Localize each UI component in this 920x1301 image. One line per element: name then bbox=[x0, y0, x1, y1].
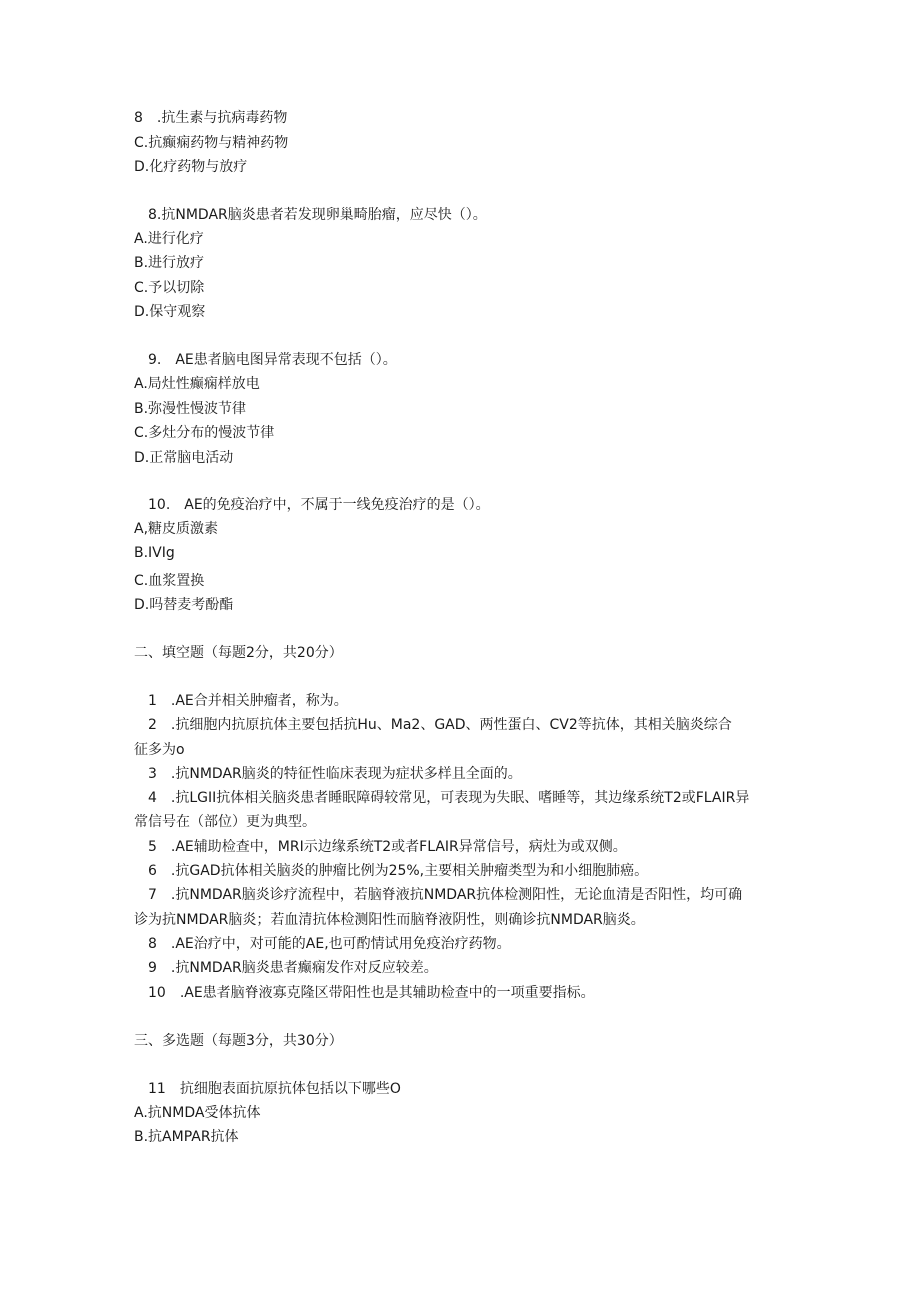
q10-stem: 10. AE的免疫治疗中，不属于一线免疫治疗的是（）。 bbox=[148, 497, 490, 513]
q7-option-c: C.抗癫痫药物与精神药物 bbox=[134, 135, 289, 151]
fill-line-10: 10 .AE患者脑脊液寡克隆区带阳性也是其辅助检查中的一项重要指标。 bbox=[148, 985, 595, 1001]
q10-option-d: D.吗替麦考酚酯 bbox=[134, 597, 234, 613]
fill-line-8: 8 .AE治疗中，对可能的AE,也可酌情试用免疫治疗药物。 bbox=[148, 936, 511, 952]
q9-option-d: D.正常脑电活动 bbox=[134, 450, 234, 466]
fill-line-3: 3 .抗NMDAR脑炎的特征性临床表现为症状多样且全面的。 bbox=[148, 766, 522, 782]
fill-line-1: 1 .AE合并相关肿瘤者，称为。 bbox=[148, 693, 348, 709]
q11-option-b: B.抗AMPAR抗体 bbox=[134, 1129, 239, 1145]
q10-option-a: A,糖皮质激素 bbox=[134, 521, 219, 537]
fill-line-2: 2 .抗细胞内抗原抗体主要包括抗Hu、Ma2、GAD、两性蛋白、CV2等抗体，其相关脑炎综合 bbox=[148, 717, 732, 733]
q8-stem: 8.抗NMDAR脑炎患者若发现卵巢畸胎瘤，应尽快（）。 bbox=[148, 207, 487, 223]
q9-option-a: A.局灶性癫痫样放电 bbox=[134, 376, 260, 392]
fill-line-6: 6 .抗GAD抗体相关脑炎的肿瘤比例为25%,主要相关肿瘤类型为和小细胞肺癌。 bbox=[148, 863, 649, 879]
q10-option-b: B.IVIg bbox=[134, 545, 175, 561]
q8-option-b: B.进行放疗 bbox=[134, 255, 205, 271]
q8-option-a: A.进行化疗 bbox=[134, 231, 204, 247]
fill-line-7: 7 .抗NMDAR脑炎诊疗流程中，若脑脊液抗NMDAR抗体检测阳性，无论血清是否阳性，均可确 bbox=[148, 887, 743, 903]
q8-option-c: C.予以切除 bbox=[134, 280, 205, 296]
fill-line-9: 9 .抗NMDAR脑炎患者癫痫发作对反应较差。 bbox=[148, 960, 438, 976]
q9-stem: 9. AE患者脑电图异常表现不包括（）。 bbox=[148, 352, 397, 368]
q8-option-d: D.保守观察 bbox=[134, 304, 206, 320]
q10-option-c: C.血浆置换 bbox=[134, 573, 205, 589]
fill-line-7-cont: 诊为抗NMDAR脑炎；若血清抗体检测阳性而脑脊液阴性，则确诊抗NMDAR脑炎。 bbox=[134, 912, 645, 928]
fill-line-2-cont: 征多为o bbox=[134, 742, 185, 758]
fill-line-4-cont: 常信号在（部位）更为典型。 bbox=[134, 814, 316, 830]
q9-option-b: B.弥漫性慢波节律 bbox=[134, 401, 247, 417]
fill-line-4: 4 .抗LGII抗体相关脑炎患者睡眠障碍较常见，可表现为失眠、嗜睡等，其边缘系统T2或FLAIR异 bbox=[148, 790, 750, 806]
q9-option-c: C.多灶分布的慢波节律 bbox=[134, 425, 275, 441]
q11-option-a: A.抗NMDA受体抗体 bbox=[134, 1105, 261, 1121]
q11-stem: 11 抗细胞表面抗原抗体包括以下哪些O bbox=[148, 1081, 401, 1097]
section2-title: 二、填空题（每题2分，共20分） bbox=[134, 645, 343, 661]
q7-option-b: 8 .抗生素与抗病毒药物 bbox=[134, 110, 288, 126]
fill-line-5: 5 .AE辅助检查中，MRI示边缘系统T2或者FLAIR异常信号，病灶为或双侧。 bbox=[148, 839, 627, 855]
section3-title: 三、多选题（每题3分，共30分） bbox=[134, 1033, 343, 1049]
q7-option-d: D.化疗药物与放疗 bbox=[134, 159, 248, 175]
